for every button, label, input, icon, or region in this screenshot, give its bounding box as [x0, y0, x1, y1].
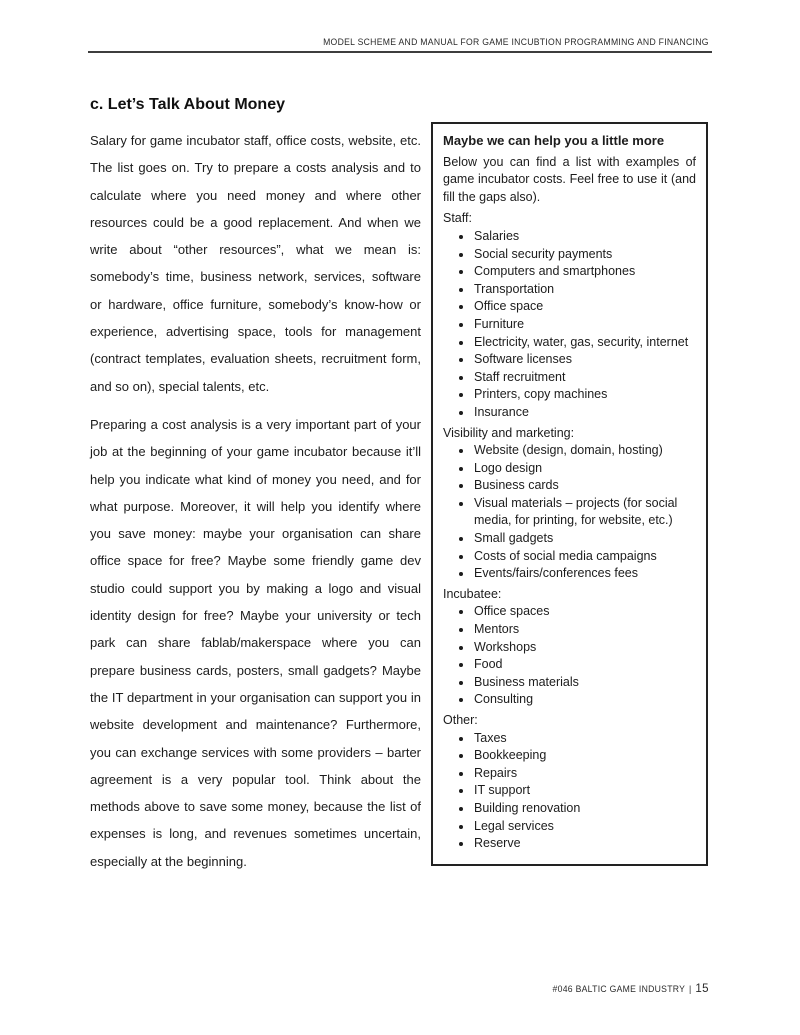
- cost-list-item: • Taxes: [473, 730, 696, 748]
- cost-list-item: • Events/fairs/conferences fees: [473, 565, 696, 583]
- cost-list-item: • Building renovation: [473, 800, 696, 818]
- cost-list-item: • Office space: [473, 298, 696, 316]
- cost-list: [443, 603, 696, 709]
- cost-list-item: • Website (design, domain, hosting): [473, 442, 696, 460]
- cost-list: [443, 228, 696, 422]
- cost-list-item: • Software licenses: [473, 351, 696, 369]
- cost-section-heading: Other:: [443, 713, 478, 727]
- page-number: 15: [695, 981, 709, 995]
- cost-list-item: • Workshops: [473, 639, 696, 657]
- running-header: MODEL SCHEME AND MANUAL FOR GAME INCUBTION PROGRAMMING AND FINANCING: [323, 37, 709, 47]
- cost-section-heading: Staff:: [443, 211, 472, 226]
- cost-list-item: • Salaries: [473, 228, 696, 246]
- cost-list-item: • Office spaces: [473, 603, 696, 621]
- cost-list-item: • Repairs: [473, 765, 696, 783]
- cost-list-item: • Mentors: [473, 621, 696, 639]
- cost-list-item: • Logo design: [473, 460, 696, 478]
- cost-list-item: • Business cards: [473, 477, 696, 495]
- cost-list-item: • Business materials: [473, 674, 696, 692]
- cost-section-heading: Visibility and marketing:: [443, 425, 575, 440]
- cost-list-item: • Furniture: [473, 316, 696, 334]
- cost-list-item: • Costs of social media campaigns: [473, 548, 696, 566]
- cost-list-item: • IT support: [473, 782, 696, 800]
- footer-separator: |: [689, 984, 692, 994]
- cost-list-item: • Legal services: [473, 818, 696, 836]
- body-paragraph: Salary for game incubator staff, office costs, website, etc. The list goes on. Try to prepare a costs analysis and to calculate where you need money and where other resources could be a good replacement. And when we write about “other resources”, what we mean is: somebody’s time, business network, services, software or hardware, office furniture, somebody’s know-how or experience, advertising space, tools for management (contract templates, evaluation sheets, recruitment form, and so on), special talents, etc.: [90, 133, 421, 394]
- cost-box-intro: Below you can find a list with examples of game incubator costs. Feel free to use it (and fill the gaps also).: [443, 154, 696, 204]
- cost-list-item: • Insurance: [473, 404, 696, 422]
- cost-sections: [443, 210, 696, 852]
- cost-list-item: • Small gadgets: [473, 530, 696, 548]
- cost-list: [443, 730, 696, 853]
- cost-list-item: • Printers, copy machines: [473, 386, 696, 404]
- body-paragraph: Preparing a cost analysis is a very important part of your job at the beginning of your game incubator because it’ll help you indicate what kind of money you need, and for what purpose. Moreover, it will help you identify where you save money: maybe your organisation can share office space for free? Maybe some friendly game dev studio could support you by making a logo and visual identity design for free? Maybe your university or tech park can share fablab/makerspace where you can prepare business cards, posters, small gadgets? Maybe the IT department in your organisation can support you in website development and maintenance? Furthermore, you can exchange services with some providers – barter agreement is a very popular tool. Think about the methods above to save some money, because the list of expenses is long, and revenues sometimes uncertain, especially at the beginning.: [90, 416, 421, 869]
- cost-list-item: • Transportation: [473, 281, 696, 299]
- cost-section: [443, 210, 696, 421]
- footer-label: #046 BALTIC GAME INDUSTRY: [552, 984, 686, 994]
- cost-list-item: • Visual materials – projects (for social media, for printing, for website, etc.): [473, 495, 696, 530]
- cost-section: [443, 586, 696, 709]
- cost-section: [443, 712, 696, 853]
- header-divider: [88, 51, 712, 53]
- cost-list-item: • Consulting: [473, 691, 696, 709]
- cost-list-item: • Food: [473, 656, 696, 674]
- cost-list-item: • Electricity, water, gas, security, internet: [473, 334, 696, 352]
- page-title: c. Let’s Talk About Money: [90, 95, 285, 113]
- cost-list-item: • Staff recruitment: [473, 369, 696, 387]
- cost-box-title: Maybe we can help you a little more: [443, 133, 665, 148]
- cost-section-heading: Incubatee:: [443, 586, 502, 601]
- cost-section: [443, 425, 696, 583]
- cost-list-item: • Computers and smartphones: [473, 263, 696, 281]
- cost-list-item: • Social security payments: [473, 246, 696, 264]
- cost-list: [443, 442, 696, 583]
- cost-list-item: • Bookkeeping: [473, 747, 696, 765]
- cost-examples-box: [431, 122, 708, 866]
- body-text-column: [90, 127, 421, 886]
- cost-list-item: • Reserve: [473, 835, 696, 853]
- page-footer: [553, 981, 709, 995]
